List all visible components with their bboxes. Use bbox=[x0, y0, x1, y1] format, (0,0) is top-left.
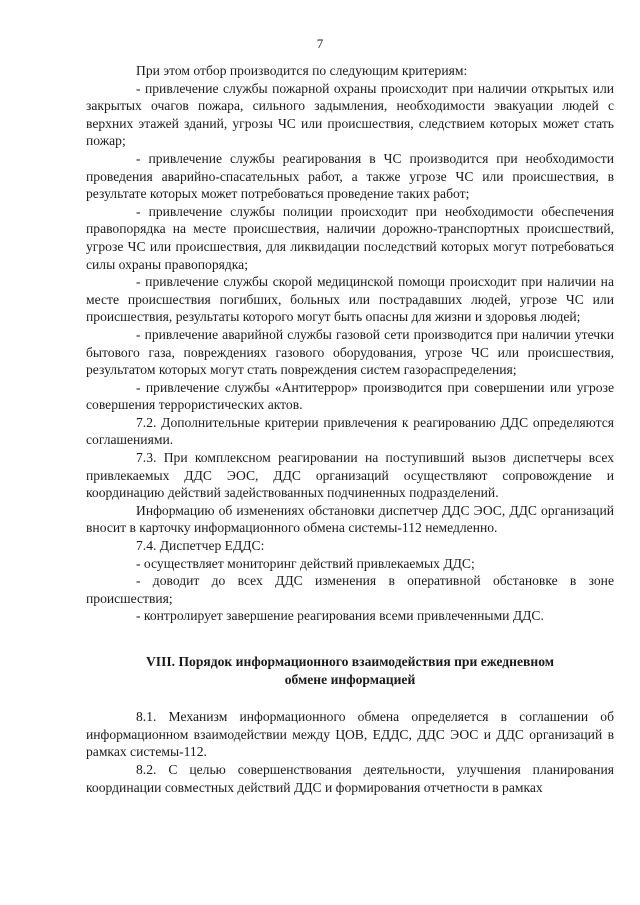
paragraph: При этом отбор производится по следующим критериям: bbox=[136, 63, 468, 78]
document-body bbox=[86, 62, 614, 796]
section-heading bbox=[86, 653, 614, 688]
paragraph: - осуществляет мониторинг действий привлекаемых ДДС; bbox=[136, 555, 475, 571]
paragraph: - доводит до всех ДДС изменения в оперативной обстановке в зоне происшествия; bbox=[86, 573, 614, 606]
page-number: 7 bbox=[316, 36, 324, 51]
paragraph: 8.2. С целью совершенствования деятельности, улучшения планирования координации совместных действий ДДС и формирования отчетности в рамках bbox=[86, 761, 614, 795]
paragraph: - привлечение службы «Антитеррор» производится при совершении или угрозе совершения террористических актов. bbox=[86, 379, 614, 413]
paragraph: 8.1. Механизм информационного обмена определяется в соглашении об информационном взаимодействии между ЦОВ, ЕДДС, ДДС ЭОС и ДДС организаций в рамках системы-112. bbox=[86, 709, 614, 760]
section-heading-line: обмене информацией bbox=[284, 671, 416, 687]
paragraph: - привлечение службы пожарной охраны происходит при наличии открытых или закрытых очагов пожара, сильного задымления, необходимости эвакуации людей с верхних этажей зданий, угрозы ЧС или происшествия, следствием которых может стать пожар; bbox=[86, 80, 614, 149]
paragraph: - контролирует завершение реагирования всеми привлеченными ДДС. bbox=[136, 608, 544, 624]
paragraph: 7.4. Диспетчер ЕДДС: bbox=[136, 538, 265, 554]
paragraph: Информацию об изменениях обстановки диспетчер ДДС ЭОС, ДДС организаций вносит в карточку информационного обмена системы-112 немедленно. bbox=[86, 502, 614, 536]
spacer bbox=[86, 688, 614, 708]
paragraph: - привлечение службы полиции происходит при необходимости обеспечения правопорядка на месте происшествия, наличии дорожно-транспортных происшествий, угрозе ЧС или происшествия, для ликвидации последствий которых могут потребоваться силы охраны правопорядка; bbox=[86, 203, 614, 272]
spacer bbox=[86, 625, 614, 653]
paragraph: - привлечение службы реагирования в ЧС производится при необходимости проведения аварийно-спасательных работ, а также угрозе ЧС или происшествия, в результате которых может потребоваться проведение таких работ; bbox=[86, 150, 614, 202]
section-heading-line: VIII. Порядок информационного взаимодействия при ежедневном bbox=[145, 654, 554, 669]
paragraph: 7.2. Дополнительные критерии привлечения к реагированию ДДС определяются соглашениями. bbox=[86, 414, 614, 448]
paragraph: - привлечение аварийной службы газовой сети производится при наличии утечки бытового газа, повреждениях газового оборудования, угрозе ЧС или происшествия, результатом которых могут стать повреждения систем газораспределения; bbox=[86, 326, 614, 378]
paragraph: 7.3. При комплексном реагировании на поступивший вызов диспетчеры всех привлекаемых ДДС ЭОС, ДДС организаций осуществляют сопровождение и координацию действий задействованных подчиненных подразделений. bbox=[86, 450, 614, 501]
paragraph: - привлечение службы скорой медицинской помощи происходит при наличии на месте происшествия погибших, больных или пострадавших людей, угрозе ЧС или происшествия, результаты которого могут быть опасны для жизни и здоровья людей; bbox=[86, 274, 614, 325]
